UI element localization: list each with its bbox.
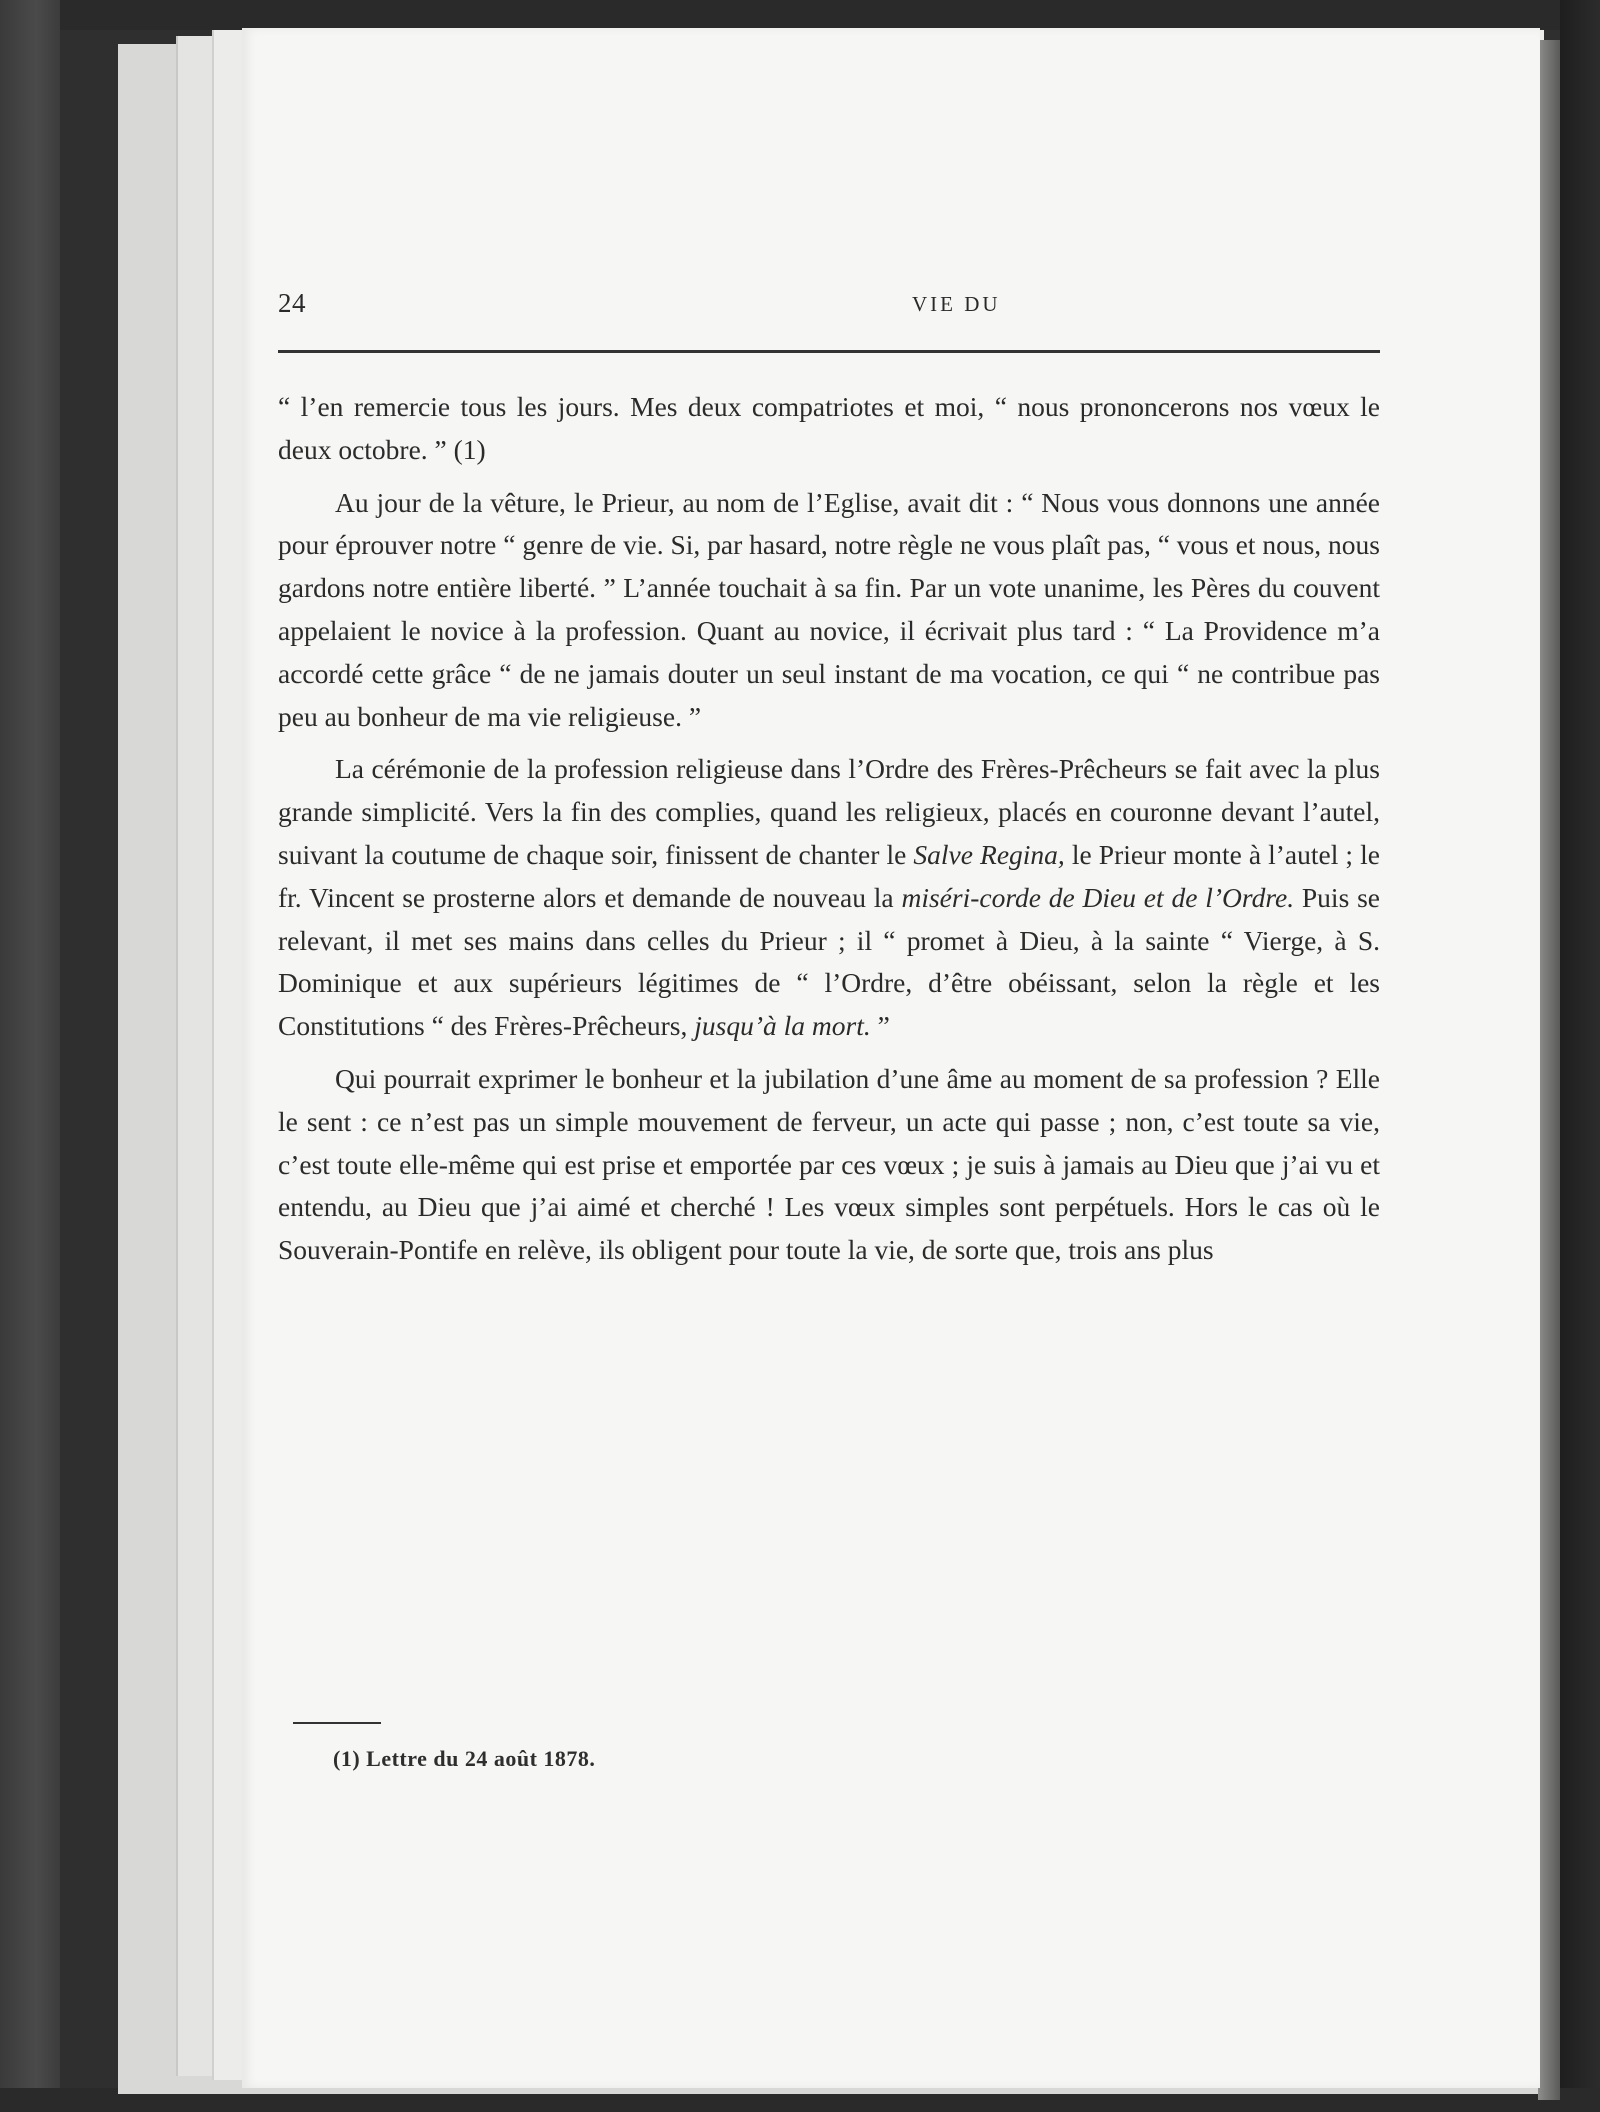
paragraph-3 xyxy=(278,748,1380,1048)
scan-background-top xyxy=(0,0,1600,30)
paragraph-3-text-b: le Prieur monte à l’autel ; le fr. Vincent se prosterne alors et demande de nouveau la xyxy=(278,838,1380,913)
paragraph-4: Qui pourrait exprimer le bonheur et la jubilation d’une âme au moment de sa profession ? Elle le sent : ce n’est pas un simple mouvement de ferveur, un acte qui passe ; non, c’est toute sa vie, c’est toute elle-même qui est prise et emportée par ces vœux ; je suis à jamais au Dieu que j’ai vu et entendu, au Dieu que j’ai aimé et cherché ! Les vœux simples sont perpétuels. Hors le cas où le Souverain-Pontife en relève, ils obligent pour toute la vie, de sorte que, trois ans plus xyxy=(278,1062,1380,1266)
body-text xyxy=(278,386,1380,1282)
paragraph-3-text-c: Puis se relevant, il met ses mains dans celles du Prieur ; il “ promet à Dieu, à la sainte “ Vierge, à S. Dominique et aux supérieurs légitimes de “ l’Ordre, d’être obéissant, selon la règle et les Constitutions “ des Frères-Prêcheurs, xyxy=(278,881,1380,1042)
running-head xyxy=(278,258,1378,318)
scan-background-left xyxy=(0,0,60,2112)
page-shadow xyxy=(1538,40,1560,2100)
running-title: VIE DU xyxy=(912,292,1001,316)
scan-background-right xyxy=(1560,0,1600,2112)
paragraph-2: Au jour de la vêture, le Prieur, au nom de l’Eglise, avait dit : “ Nous vous donnons une année pour éprouver notre “ genre de vie. Si, par hasard, notre règle ne vous plaît pas, “ vous et nous, nous gardons notre entière liberté. ” L’année touchait à sa fin. Par un vote unanime, les Pères du couvent appelaient le novice à la profession. Quant au novice, il écrivait plus tard : “ La Providence m’a accordé cette grâce “ de ne jamais douter un seul instant de ma vocation, ce qui “ ne contribue pas peu au bonheur de ma vie religieuse. ” xyxy=(278,486,1380,732)
paragraph-3-text-d: ” xyxy=(870,1010,890,1042)
paragraph-3-text-a: La cérémonie de la profession religieuse dans l’Ordre des Frères-Prêcheurs se fait avec la plus grande simplicité. Vers la fin des complies, quand les religieux, placés en couronne devant l’autel, suivant la coutume de chaque soir, finissent de chanter le xyxy=(278,753,1380,870)
footnote: (1) Lettre du 24 août 1878. xyxy=(333,1746,596,1771)
page-content xyxy=(278,258,1380,1771)
footnote-rule xyxy=(293,1722,381,1724)
header-rule xyxy=(278,350,1380,353)
paragraph-3-italic-1: Salve Regina, xyxy=(913,838,1065,870)
paragraph-1: “ l’en remercie tous les jours. Mes deux compatriotes et moi, “ nous prononcerons nos vœux le deux octobre. ” (1) xyxy=(278,391,1380,465)
page-number: 24 xyxy=(278,288,306,318)
paragraph-3-italic-2: miséri-corde de Dieu et de l’Ordre. xyxy=(901,881,1295,913)
paragraph-3-italic-3: jusqu’à la mort. xyxy=(694,1010,871,1042)
